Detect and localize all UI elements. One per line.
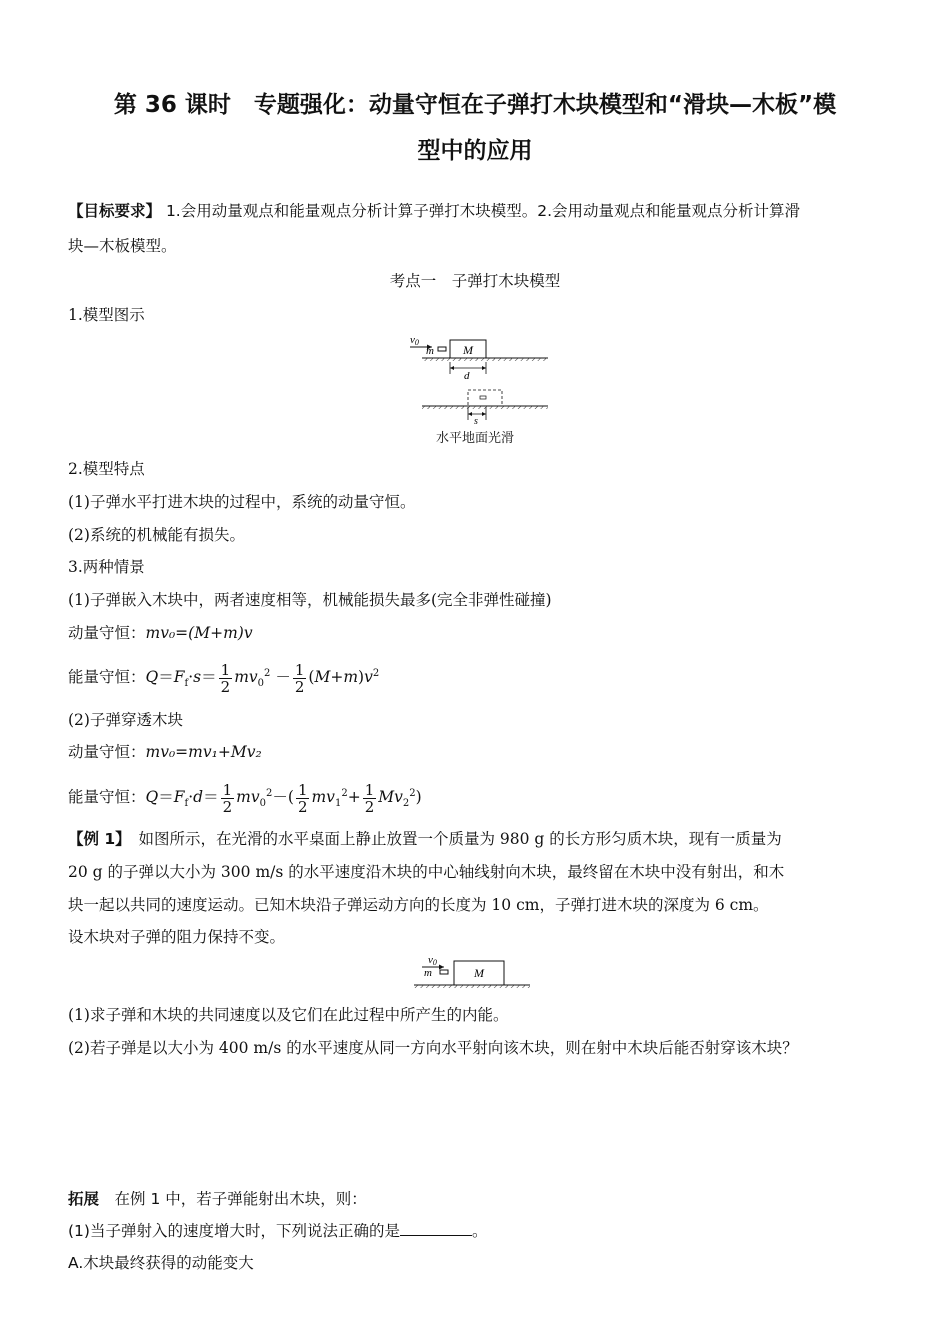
ex-bullet-m-label: m (424, 967, 432, 979)
example1-line4: 设木块对子弹的阻力保持不变。 (68, 928, 286, 946)
ex-bullet (440, 970, 448, 974)
v0-label: v0 (410, 334, 419, 347)
example1-line2: 20 g 的子弹以大小为 300 m/s 的水平速度沿木块的中心轴线射向木块，最终留在木块中没有射出，和木 (68, 863, 785, 881)
energy-equation-2: $Q=F_f\cdot d=$ $\frac{1}{2}$ $mv_0^2-$( $\frac{1}{2}$ $mv_1^2+$ $\frac{1}{2}$ $Mv_2^2$) (145, 780, 422, 816)
bullet (438, 347, 446, 351)
ex-v0-label: v0 (428, 954, 437, 967)
block-final-position (468, 390, 502, 406)
section1-heading: 考点一 子弹打木块模型 (389, 272, 561, 290)
lesson-title-line1: 第 36 课时 专题强化：动量守恒在子弹打木块模型和“滑块—木板”模 (113, 92, 837, 118)
scenario-2-momentum: 动量守恒：mv₀=mv₁+Mv₂ (68, 743, 262, 761)
momentum-equation-1: mv₀=(M+m)v (145, 624, 253, 642)
example1-tag: 【例 1】 (68, 830, 123, 848)
scenario-1: (1)子弹嵌入木块中，两者速度相等，机械能损失最多(完全非弹性碰撞) (68, 591, 552, 609)
model-figure-heading: 1.模型图示 (68, 306, 145, 324)
features-heading: 2.模型特点 (68, 460, 145, 478)
block-M-label: M (463, 343, 473, 357)
lesson-title-line2: 型中的应用 (417, 138, 533, 164)
example1-figure (410, 953, 535, 993)
distance-s-label: s (474, 416, 478, 427)
extension-question1: (1)当子弹射入的速度增大时，下列说法正确的是 。 (68, 1222, 488, 1240)
figure-caption: 水平地面光滑 (435, 431, 514, 446)
goals-text-1: 1.会用动量观点和能量观点分析计算子弹打木块模型。2.会用动量观点和能量观点分析计算滑 (161, 202, 801, 220)
answer-blank[interactable] (400, 1221, 472, 1236)
example1-question2: (2)若子弹是以大小为 400 m/s 的水平速度从同一方向水平射向该木块，则在射中木块后能否射穿该木块？ (68, 1039, 798, 1057)
goals-text-2: 块—木板模型。 (68, 237, 177, 255)
goals-tag: 【目标要求】 (68, 202, 162, 220)
extension-option-a: A.木块最终获得的动能变大 (68, 1254, 254, 1272)
extension-intro: 拓展 在例 1 中，若子弹能射出木块，则： (68, 1190, 367, 1208)
goals-paragraph-line1 (68, 200, 800, 222)
example1-question1: (1)求子弹和木块的共同速度以及它们在此过程中所产生的内能。 (68, 1006, 509, 1024)
bullet-m-label: m (426, 345, 434, 357)
scenario-2-energy: 能量守恒：$Q=F_f\cdot d=$ $\frac{1}{2}$ $mv_0^2-$( $\frac{1}{2}$ $mv_1^2+$ $\frac{1}{2}$ $Mv_2^2$) (68, 780, 422, 816)
feature-2: (2)系统的机械能有损失。 (68, 526, 245, 544)
scenario-2: (2)子弹穿透木块 (68, 711, 183, 729)
scenario-1-momentum: 动量守恒：mv₀=(M+m)v (68, 624, 253, 642)
bullet-block-model-figure (408, 332, 558, 428)
scenario-1-energy: 能量守恒：$Q=F_f\cdot s=$ $\frac{1}{2}$ $mv_0^2$ － $\frac{1}{2}$ $(M+m)v^2$ (68, 660, 380, 696)
example1-line3: 块一起以共同的速度运动。已知木块沿子弹运动方向的长度为 10 cm，子弹打进木块的深度为 6 cm。 (68, 896, 769, 914)
extension-tag: 拓展 (68, 1190, 100, 1208)
scenarios-heading: 3.两种情景 (68, 558, 145, 576)
distance-d-label: d (464, 370, 470, 382)
momentum-equation-2: mv₀=mv₁+Mv₂ (145, 743, 262, 761)
feature-1: (1)子弹水平打进木块的过程中，系统的动量守恒。 (68, 493, 416, 511)
energy-equation-1: $Q=F_f\cdot s=$ $\frac{1}{2}$ $mv_0^2$ － $\frac{1}{2}$ $(M+m)v^2$ (145, 660, 380, 696)
example1-line1: 【例 1】 如图所示，在光滑的水平桌面上静止放置一个质量为 980 g 的长方形匀质木块，现有一质量为 (68, 830, 782, 848)
ex-block-M-label: M (474, 966, 484, 980)
